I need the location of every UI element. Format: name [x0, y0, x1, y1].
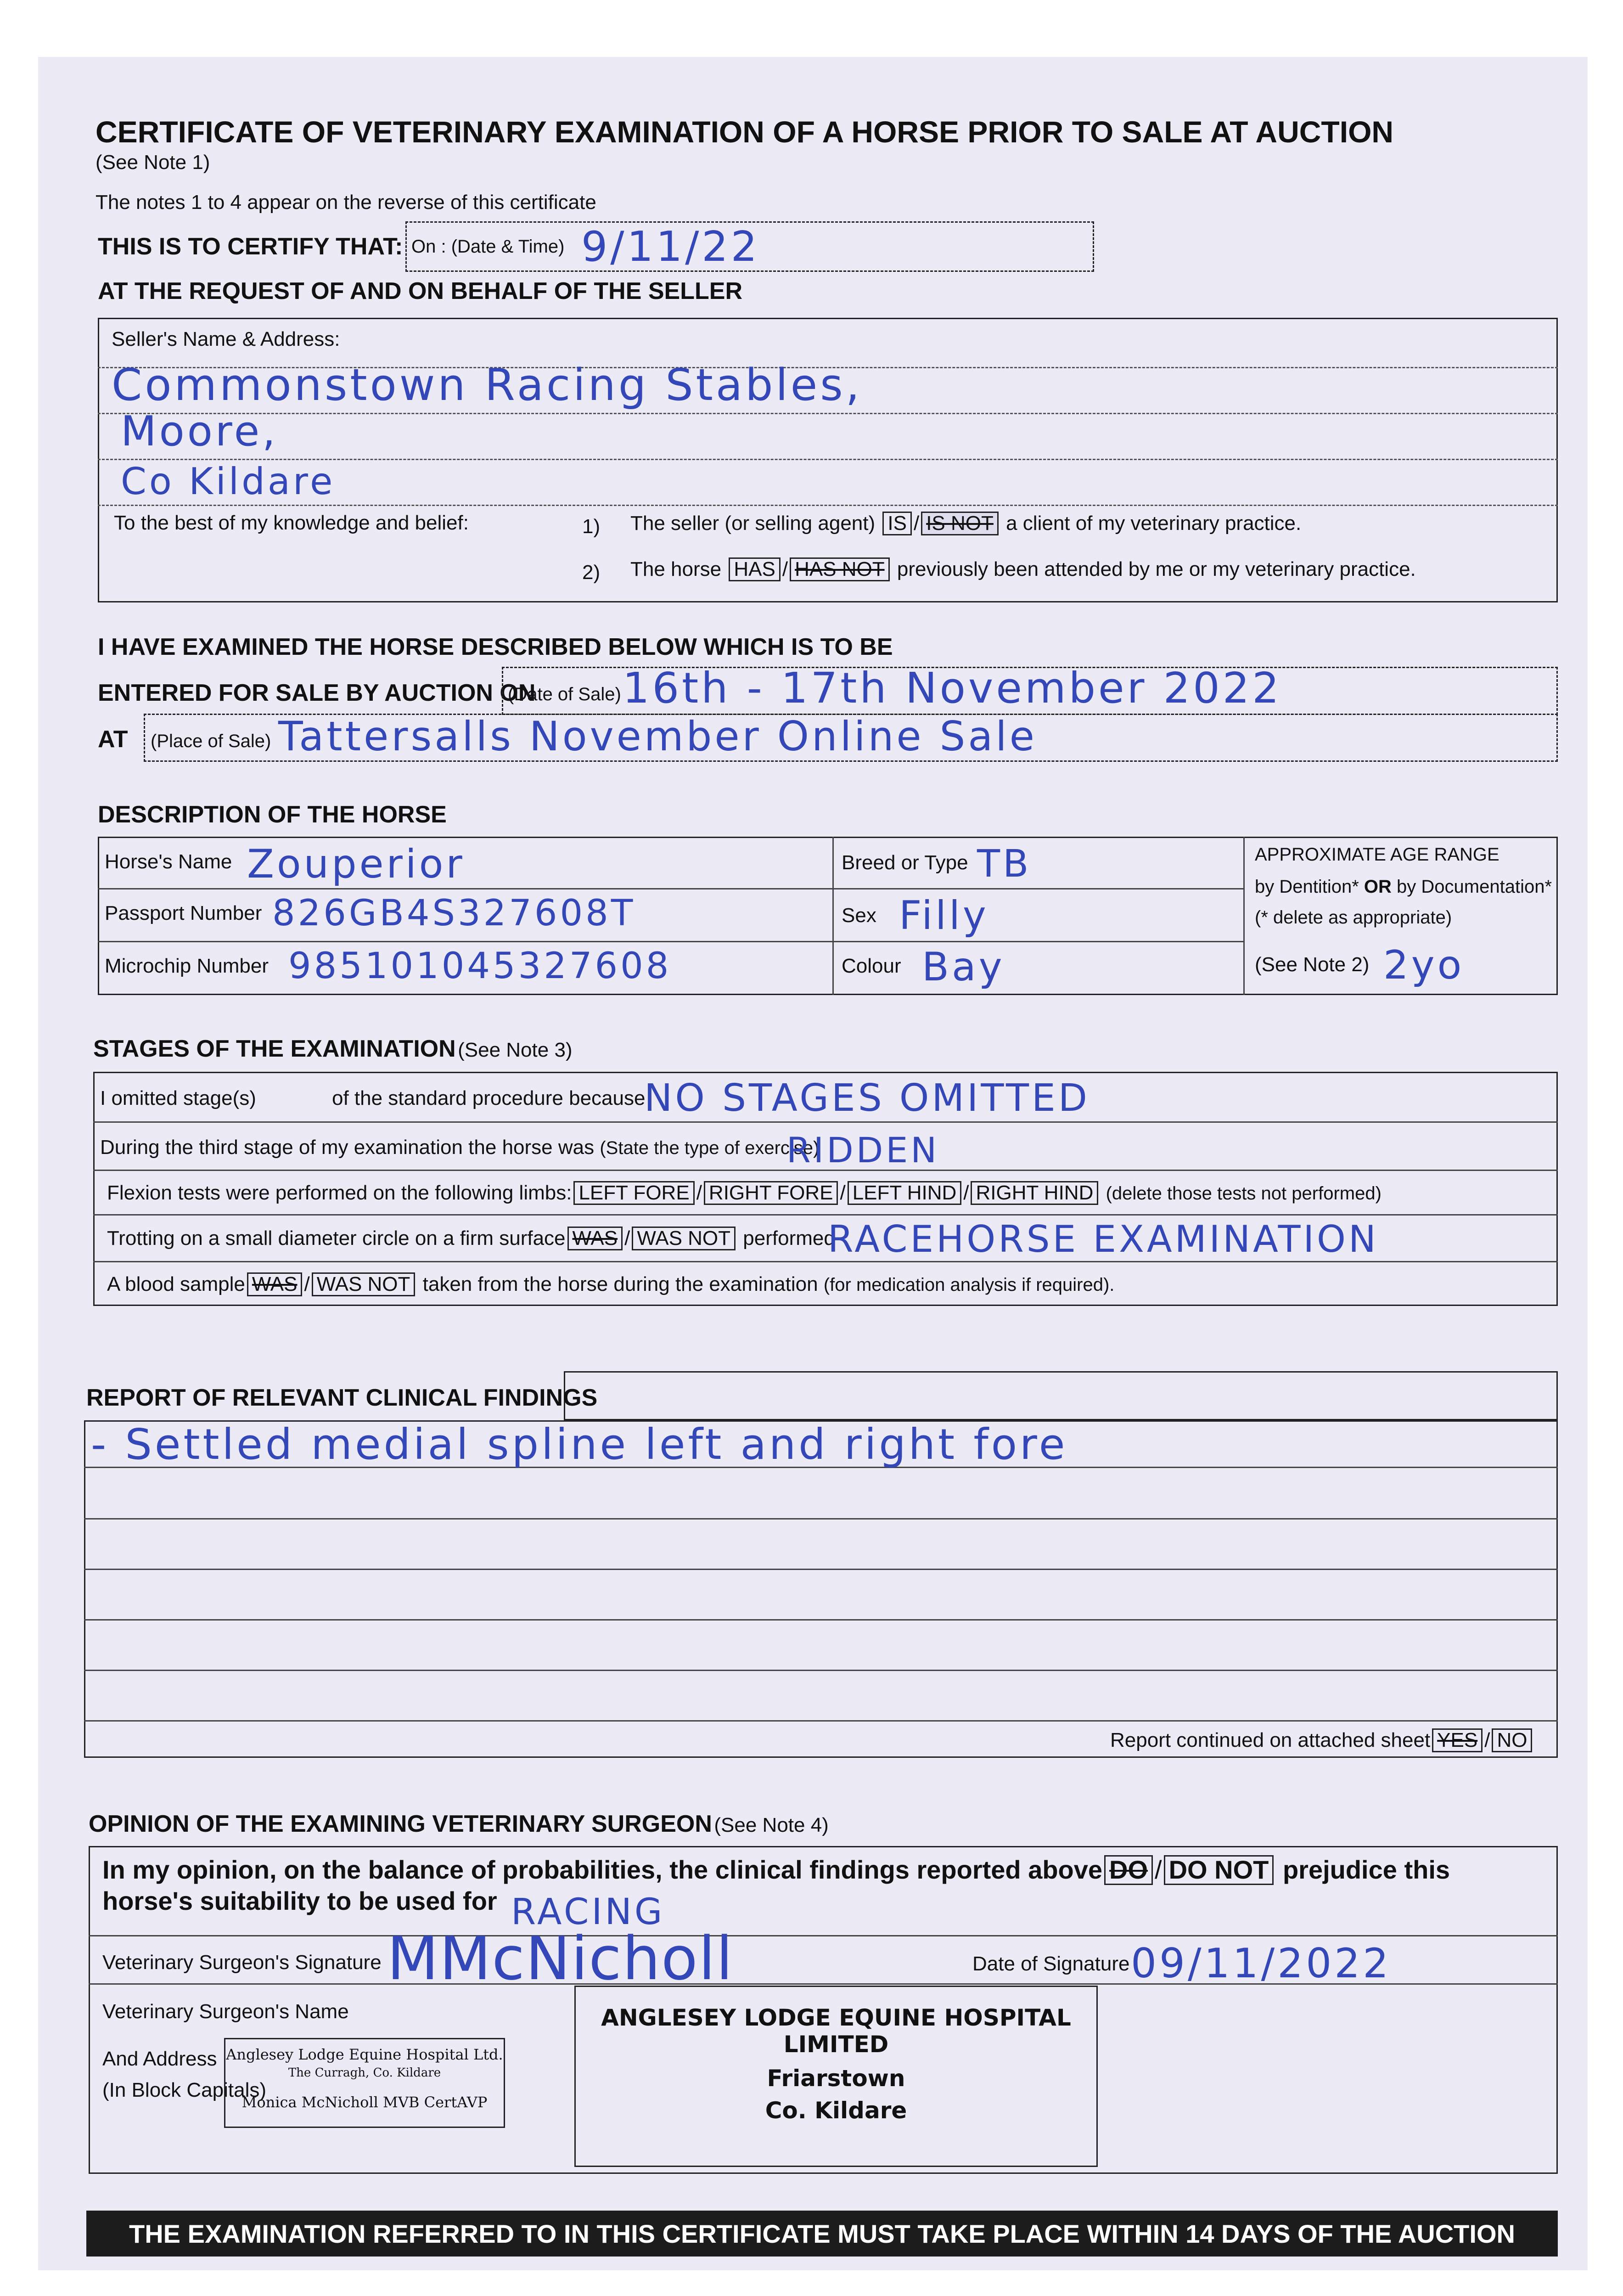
item2-text: The horse	[630, 558, 722, 580]
stages-row-line-1	[93, 1121, 1558, 1123]
microchip-label: Microchip Number	[105, 955, 269, 977]
report-continued-no[interactable]: NO	[1492, 1728, 1532, 1752]
flexion-left-fore[interactable]: LEFT FORE	[573, 1181, 694, 1205]
description-row-line-2	[98, 941, 832, 942]
entered-label: ENTERED FOR SALE BY AUCTION ON	[98, 680, 536, 706]
report-finding[interactable]: - Settled medial spline left and right fore	[91, 1420, 1068, 1469]
date-of-signature-value[interactable]: 09/11/2022	[1131, 1940, 1392, 1987]
report-line-4	[84, 1619, 1558, 1621]
small-stamp-line-2: The Curragh, Co. Kildare	[288, 2066, 441, 2080]
item1-number: 1)	[582, 515, 601, 538]
report-box[interactable]	[84, 1420, 1558, 1758]
address-label: And Address	[102, 2048, 217, 2070]
horse-name-value[interactable]: Zouperior	[247, 841, 465, 887]
opinion-do-not-option[interactable]: DO NOT	[1164, 1855, 1274, 1885]
third-stage-value[interactable]: RIDDEN	[786, 1130, 940, 1171]
at-label: AT	[98, 726, 128, 753]
stages-heading: STAGES OF THE EXAMINATION	[93, 1035, 456, 1062]
sex-value[interactable]: Filly	[899, 893, 989, 939]
opinion-note: (See Note 4)	[714, 1814, 829, 1836]
colour-value[interactable]: Bay	[922, 944, 1005, 990]
item2-separator: /	[782, 558, 788, 580]
report-line-5	[84, 1670, 1558, 1671]
age-value[interactable]: 2yo	[1383, 942, 1465, 988]
seller-line-2	[98, 413, 1558, 414]
report-line-3	[84, 1569, 1558, 1570]
examined-label: I HAVE EXAMINED THE HORSE DESCRIBED BELOW WHICH IS TO BE	[98, 634, 893, 660]
sale-place-label: (Place of Sale)	[151, 731, 271, 751]
description-divider-2	[1243, 837, 1245, 995]
small-stamp-line-3: Monica McNicholl MVB CertAVP	[241, 2093, 488, 2111]
stages-note: (See Note 3)	[458, 1039, 573, 1061]
report-continued-sep: /	[1484, 1729, 1490, 1751]
age-see-note: (See Note 2)	[1255, 953, 1370, 976]
report-line-2	[84, 1518, 1558, 1519]
hospital-stamp-large	[574, 1986, 1098, 2167]
stages-row-line-4	[93, 1261, 1558, 1262]
opinion-text-b: prejudice this	[1282, 1855, 1450, 1884]
flexion-label: Flexion tests were performed on the following limbs:	[107, 1182, 572, 1204]
flexion-left-hind[interactable]: LEFT HIND	[848, 1181, 962, 1205]
blood-was-option[interactable]: WAS	[247, 1272, 303, 1296]
seller-line-4	[98, 505, 1558, 506]
opinion-text-a: In my opinion, on the balance of probabilities, the clinical findings reported above	[102, 1855, 1103, 1884]
exam-date-box[interactable]	[405, 221, 1094, 272]
exam-date-label: On : (Date & Time)	[411, 236, 565, 257]
report-line-6	[84, 1720, 1558, 1722]
item1-is-option[interactable]: IS	[882, 512, 912, 535]
blood-post: taken from the horse during the examination	[422, 1273, 818, 1295]
item2-post: previously been attended by me or my veterinary practice.	[897, 558, 1416, 580]
signature-label: Veterinary Surgeon's Signature	[102, 1951, 382, 1974]
seller-address-line-1[interactable]: Commonstown Racing Stables,	[112, 360, 862, 411]
intended-use-value[interactable]: RACING	[511, 1891, 665, 1933]
date-of-signature-label: Date of Signature	[972, 1953, 1130, 1975]
trot-label: Trotting on a small diameter circle on a firm surface	[107, 1227, 566, 1249]
item1-text: The seller (or selling agent)	[630, 512, 876, 535]
flexion-note: (delete those tests not performed)	[1106, 1183, 1382, 1204]
flexion-right-fore[interactable]: RIGHT FORE	[704, 1181, 838, 1205]
item2-has-option[interactable]: HAS	[729, 557, 780, 581]
report-heading: REPORT OF RELEVANT CLINICAL FINDINGS	[86, 1384, 598, 1411]
trot-post: performed	[743, 1227, 835, 1249]
blood-note: (for medication analysis if required).	[823, 1275, 1115, 1295]
exam-date-value: 9/11/22	[581, 223, 760, 271]
blood-label: A blood sample	[107, 1273, 245, 1295]
small-stamp-line-1: Anglesey Lodge Equine Hospital Ltd.	[226, 2046, 503, 2063]
trot-was-not-option[interactable]: WAS NOT	[632, 1227, 736, 1250]
report-continued-label: Report continued on attached sheet	[1110, 1729, 1431, 1751]
age-delete-note: (* delete as appropriate)	[1255, 907, 1452, 928]
opinion-line-1	[89, 1935, 1558, 1936]
description-heading: DESCRIPTION OF THE HORSE	[98, 801, 447, 828]
seller-address-line-2[interactable]: Moore,	[121, 407, 278, 456]
seller-request-label: AT THE REQUEST OF AND ON BEHALF OF THE SELLER	[98, 278, 742, 304]
certificate-title: CERTIFICATE OF VETERINARY EXAMINATION OF A HORSE PRIOR TO SALE AT AUCTION	[95, 115, 1394, 149]
sale-place-box[interactable]	[144, 714, 1558, 762]
footer-banner	[86, 2211, 1558, 2257]
sex-label: Sex	[842, 904, 876, 927]
omitted-value[interactable]: NO STAGES OMITTED	[644, 1076, 1090, 1120]
sale-place-value: Tattersalls November Online Sale	[278, 713, 1037, 760]
opinion-do-option[interactable]: DO	[1104, 1855, 1153, 1885]
seller-address-line-3[interactable]: Co Kildare	[121, 460, 336, 503]
description-divider-1	[832, 837, 834, 995]
colour-label: Colour	[842, 955, 901, 977]
large-stamp-line-2: Friarstown	[767, 2065, 905, 2092]
breed-value[interactable]: TB	[977, 842, 1032, 886]
third-stage-label: During the third stage of my examination the horse was	[100, 1136, 595, 1159]
flexion-right-hind[interactable]: RIGHT HIND	[971, 1181, 1098, 1205]
knowledge-label: To the best of my knowledge and belief:	[114, 512, 469, 534]
trot-value[interactable]: RACEHORSE EXAMINATION	[828, 1218, 1379, 1261]
practice-stamp-small	[224, 2038, 505, 2128]
see-note-1: (See Note 1)	[95, 151, 210, 174]
description-row-line-3	[832, 888, 1243, 889]
item1-post: a client of my veterinary practice.	[1006, 512, 1302, 535]
vet-name-label: Veterinary Surgeon's Name	[102, 2000, 349, 2023]
notes-line: The notes 1 to 4 appear on the reverse of this certificate	[95, 191, 596, 214]
horse-name-label: Horse's Name	[105, 850, 232, 873]
third-stage-note: (State the type of exercise)	[600, 1138, 820, 1158]
sale-date-label: (Date of Sale)	[508, 684, 621, 704]
stages-row-line-3	[93, 1214, 1558, 1216]
certify-label: THIS IS TO CERTIFY THAT:	[98, 233, 403, 260]
sale-date-value: 16th - 17th November 2022	[623, 664, 1282, 713]
trot-was-option[interactable]: WAS	[567, 1227, 623, 1250]
report-continued-yes[interactable]: YES	[1432, 1728, 1483, 1752]
opinion-separator: /	[1155, 1855, 1162, 1884]
omitted-label-b: of the standard procedure because	[332, 1087, 646, 1109]
age-title: APPROXIMATE AGE RANGE	[1255, 844, 1499, 865]
blood-was-not-option[interactable]: WAS NOT	[312, 1272, 416, 1296]
item2-number: 2)	[582, 561, 601, 584]
signature-value[interactable]: MMcNicholl	[387, 1924, 734, 1993]
description-row-line-1	[98, 888, 832, 889]
large-stamp-line-3: Co. Kildare	[765, 2097, 907, 2124]
breed-label: Breed or Type	[842, 851, 968, 874]
sale-date-box[interactable]	[502, 664, 1558, 715]
passport-value[interactable]: 826GB4S327608T	[272, 893, 636, 934]
passport-label: Passport Number	[105, 902, 262, 924]
report-header-box	[564, 1371, 1558, 1420]
age-or: OR	[1364, 877, 1392, 897]
seller-label: Seller's Name & Address:	[112, 328, 340, 350]
opinion-text-c: horse's suitability to be used for	[102, 1886, 497, 1915]
footer-banner-text: THE EXAMINATION REFERRED TO IN THIS CERTIFICATE MUST TAKE PLACE WITHIN 14 DAYS OF THE AUCTION	[129, 2219, 1515, 2248]
item1-is-not-option[interactable]: IS NOT	[921, 512, 999, 535]
omitted-label-a: I omitted stage(s)	[100, 1087, 256, 1109]
certificate-sheet: CERTIFICATE OF VETERINARY EXAMINATION OF A HORSE PRIOR TO SALE AT AUCTION (See Note 1) The notes 1 to 4 appear on the reverse of this certificate THIS IS TO CERTIFY THAT: On : (Date & Time) 9/11/22 AT THE REQUEST OF AND ON BEHALF OF THE SELLER Seller's Name & Address: Commonstown Racing Stables, Moore, Co Kildare To the best of my knowledge and belief: 1) The seller (or selling agent) IS / IS NOT a client of my veterinary practice. 2) The horse HAS / HAS NOT previously been attended by me or my veterinary practice. I HAVE EXAMINED THE HORSE DESCRIBED BELOW WHICH IS TO BE ENTERED FOR SALE BY AUCTION ON (Date of Sale) 16th - 17th November 2022 AT (Place of Sale) Tattersalls November Online Sale DESCRIPTION OF THE HORSE Horse's Name Zouperior Passport Number 826GB4S327608T Microchip Number 985101045327608 Breed or Type TB Sex Filly Colour Bay APPROXIMATE AGE RANGE by Dentition* OR by Documentation* (* delete as appropriate) (See Note 2) 2yo STAGES OF THE EXAMINATION (See Note 3) I omitted stage(s) of the standard procedure because NO STAGES OMITTED During the third stage of my examination the horse was (State the type of exercise) RIDDEN Flexion tests were performed on the following limbs: LEFT FORE / RIGHT FORE / LEFT HIND / RIGHT HIND (delete those tests not performed) Trotting on a small diameter circle on a firm surface WAS / WAS NOT performed RACEHORSE EXAMINATION A blood sample WAS / WAS NOT taken from the horse during the examination (for medication analysis if required). REPORT OF RELEVANT CLINICAL FINDINGS - Settled medial spline left and right fore Report continued on attached sheet YES / NO OPINION OF THE EXAMINING VETERINARY SURGEON (See Note 4) In my opinion, on the balance of probabilities, the clinical findings reported above DO / DO NOT prejudice this horse's suitability to be used for RACING Veterinary Surgeon's Signature MMcNicholl Date of Signature 09/11/2022 Veterinary Surgeon's Name And Address (In Block Capitals) Anglesey Lodge Equine Hospital Ltd. The Curragh, Co. Kildare Monica McNicholl MVB CertAVP ANGLESEY LODGE EQUINE HOSPITAL LIMITED Friarstown Co. Kildare THE EXAMINATION REFERRED TO IN THIS CERTIFICATE MUST TAKE PLACE WITHIN 14 DAYS OF THE AUCTION	[38, 57, 1588, 2270]
microchip-value[interactable]: 985101045327608	[288, 945, 672, 987]
large-stamp-line-1: ANGLESEY LODGE EQUINE HOSPITAL LIMITED	[601, 2004, 1071, 2058]
item2-has-not-option[interactable]: HAS NOT	[790, 557, 890, 581]
block-capitals-label: (In Block Capitals)	[102, 2079, 267, 2101]
age-by-dentition[interactable]: by Dentition*	[1255, 877, 1359, 897]
item1-separator: /	[913, 512, 920, 535]
description-row-line-4	[832, 941, 1243, 942]
opinion-heading: OPINION OF THE EXAMINING VETERINARY SURGEON	[89, 1811, 712, 1837]
age-by-documentation[interactable]: by Documentation*	[1397, 877, 1552, 897]
